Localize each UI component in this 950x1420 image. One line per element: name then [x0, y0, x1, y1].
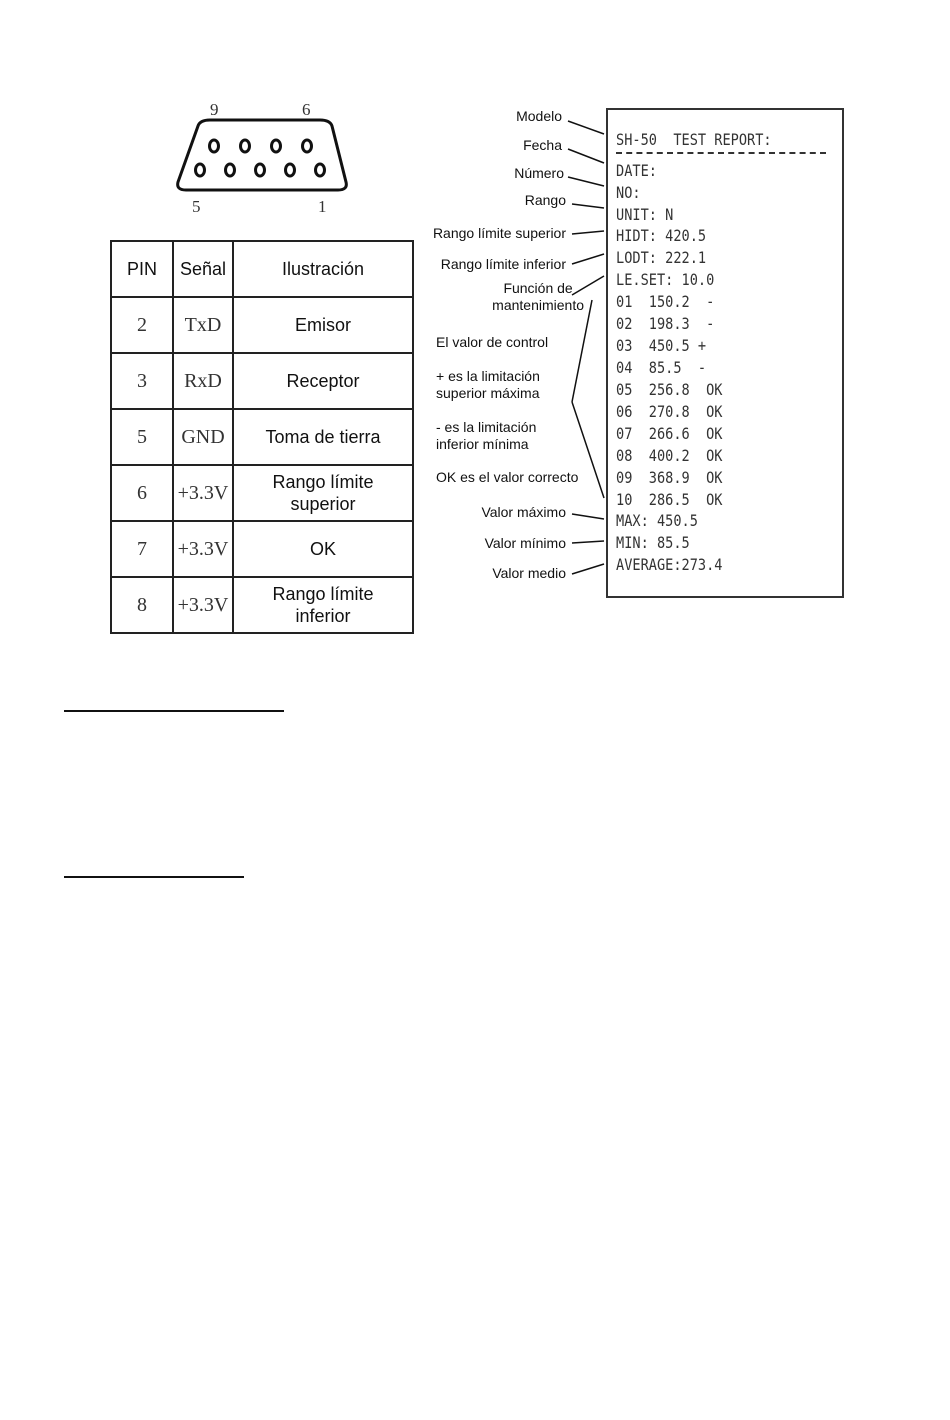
report-line: 09 368.9 OK — [616, 468, 723, 487]
report-line: 08 400.2 OK — [616, 446, 723, 465]
note-limitacion-inferior: - es la limitación inferior mínima — [436, 419, 537, 452]
report-title: SH-50 TEST REPORT: — [616, 130, 772, 149]
cell-pin: 6 — [111, 465, 173, 521]
pin-label-5: 5 — [192, 197, 201, 216]
report-line: UNIT: N — [616, 205, 674, 224]
pin-signal-table — [110, 240, 414, 634]
cell-signal: RxD — [173, 353, 233, 409]
report-line: NO: — [616, 183, 641, 202]
cell-signal: TxD — [173, 297, 233, 353]
report-line: 07 266.6 OK — [616, 424, 723, 443]
section-rule — [64, 876, 244, 878]
pin-label-6: 6 — [302, 100, 311, 119]
note-valor-correcto: OK es el valor correcto — [436, 469, 579, 485]
report-line: LODT: 222.1 — [616, 248, 707, 267]
note-valor-control: El valor de control — [436, 334, 549, 350]
cell-pin: 3 — [111, 353, 173, 409]
report-dashed-divider — [616, 152, 826, 154]
table-row — [111, 353, 413, 409]
report-line: DATE: — [616, 161, 657, 180]
test-report-printout — [606, 108, 844, 598]
cell-illustration: OK — [233, 521, 413, 577]
connector-pins — [196, 140, 325, 176]
cell-pin: 8 — [111, 577, 173, 633]
report-line: LE.SET: 10.0 — [616, 270, 715, 289]
table-row — [111, 577, 413, 633]
report-line: 01 150.2 - — [616, 292, 715, 311]
table-row — [111, 297, 413, 353]
callout-funcion-mantenimiento: Función de mantenimiento — [492, 280, 584, 313]
report-line: 06 270.8 OK — [616, 402, 723, 421]
note-limitacion-superior: + es la limitación superior máxima — [436, 368, 540, 401]
table-row — [111, 521, 413, 577]
pin-label-1: 1 — [318, 197, 327, 216]
report-line: MAX: 450.5 — [616, 511, 698, 530]
report-line: HIDT: 420.5 — [616, 226, 707, 245]
cell-pin: 2 — [111, 297, 173, 353]
table-row — [111, 409, 413, 465]
report-line: 02 198.3 - — [616, 314, 715, 333]
cell-signal: +3.3V — [173, 577, 233, 633]
report-line: 03 450.5 + — [616, 336, 707, 355]
callout-rango: Rango — [524, 192, 566, 208]
report-line: AVERAGE:273.4 — [616, 555, 723, 574]
callout-rango-inferior: Rango límite inferior — [440, 256, 566, 272]
cell-pin: 7 — [111, 521, 173, 577]
section-rule — [64, 710, 284, 712]
callout-numero: Número — [514, 165, 564, 181]
cell-signal: +3.3V — [173, 521, 233, 577]
table-row — [111, 465, 413, 521]
cell-signal: GND — [173, 409, 233, 465]
header-illustration: Ilustración — [233, 241, 413, 297]
report-line: 05 256.8 OK — [616, 380, 723, 399]
cell-illustration: Rango límite inferior — [233, 577, 413, 633]
callout-valor-minimo: Valor mínimo — [484, 535, 566, 551]
db9-connector-diagram — [170, 98, 360, 218]
cell-signal: +3.3V — [173, 465, 233, 521]
cell-illustration: Rango límite superior — [233, 465, 413, 521]
header-signal: Señal — [173, 241, 233, 297]
callout-modelo: Modelo — [516, 108, 562, 124]
report-line: 04 85.5 - — [616, 358, 707, 377]
callout-fecha: Fecha — [523, 137, 562, 153]
report-line: 10 286.5 OK — [616, 490, 723, 509]
cell-pin: 5 — [111, 409, 173, 465]
connector-outline — [178, 120, 347, 190]
callout-valor-maximo: Valor máximo — [481, 504, 566, 520]
report-line: MIN: 85.5 — [616, 533, 690, 552]
pin-label-9: 9 — [210, 100, 219, 119]
table-header-row — [111, 241, 413, 297]
cell-illustration: Emisor — [233, 297, 413, 353]
header-pin: PIN — [111, 241, 173, 297]
callout-valor-medio: Valor medio — [492, 565, 566, 581]
cell-illustration: Receptor — [233, 353, 413, 409]
callout-rango-superior: Rango límite superior — [432, 225, 566, 241]
cell-illustration: Toma de tierra — [233, 409, 413, 465]
